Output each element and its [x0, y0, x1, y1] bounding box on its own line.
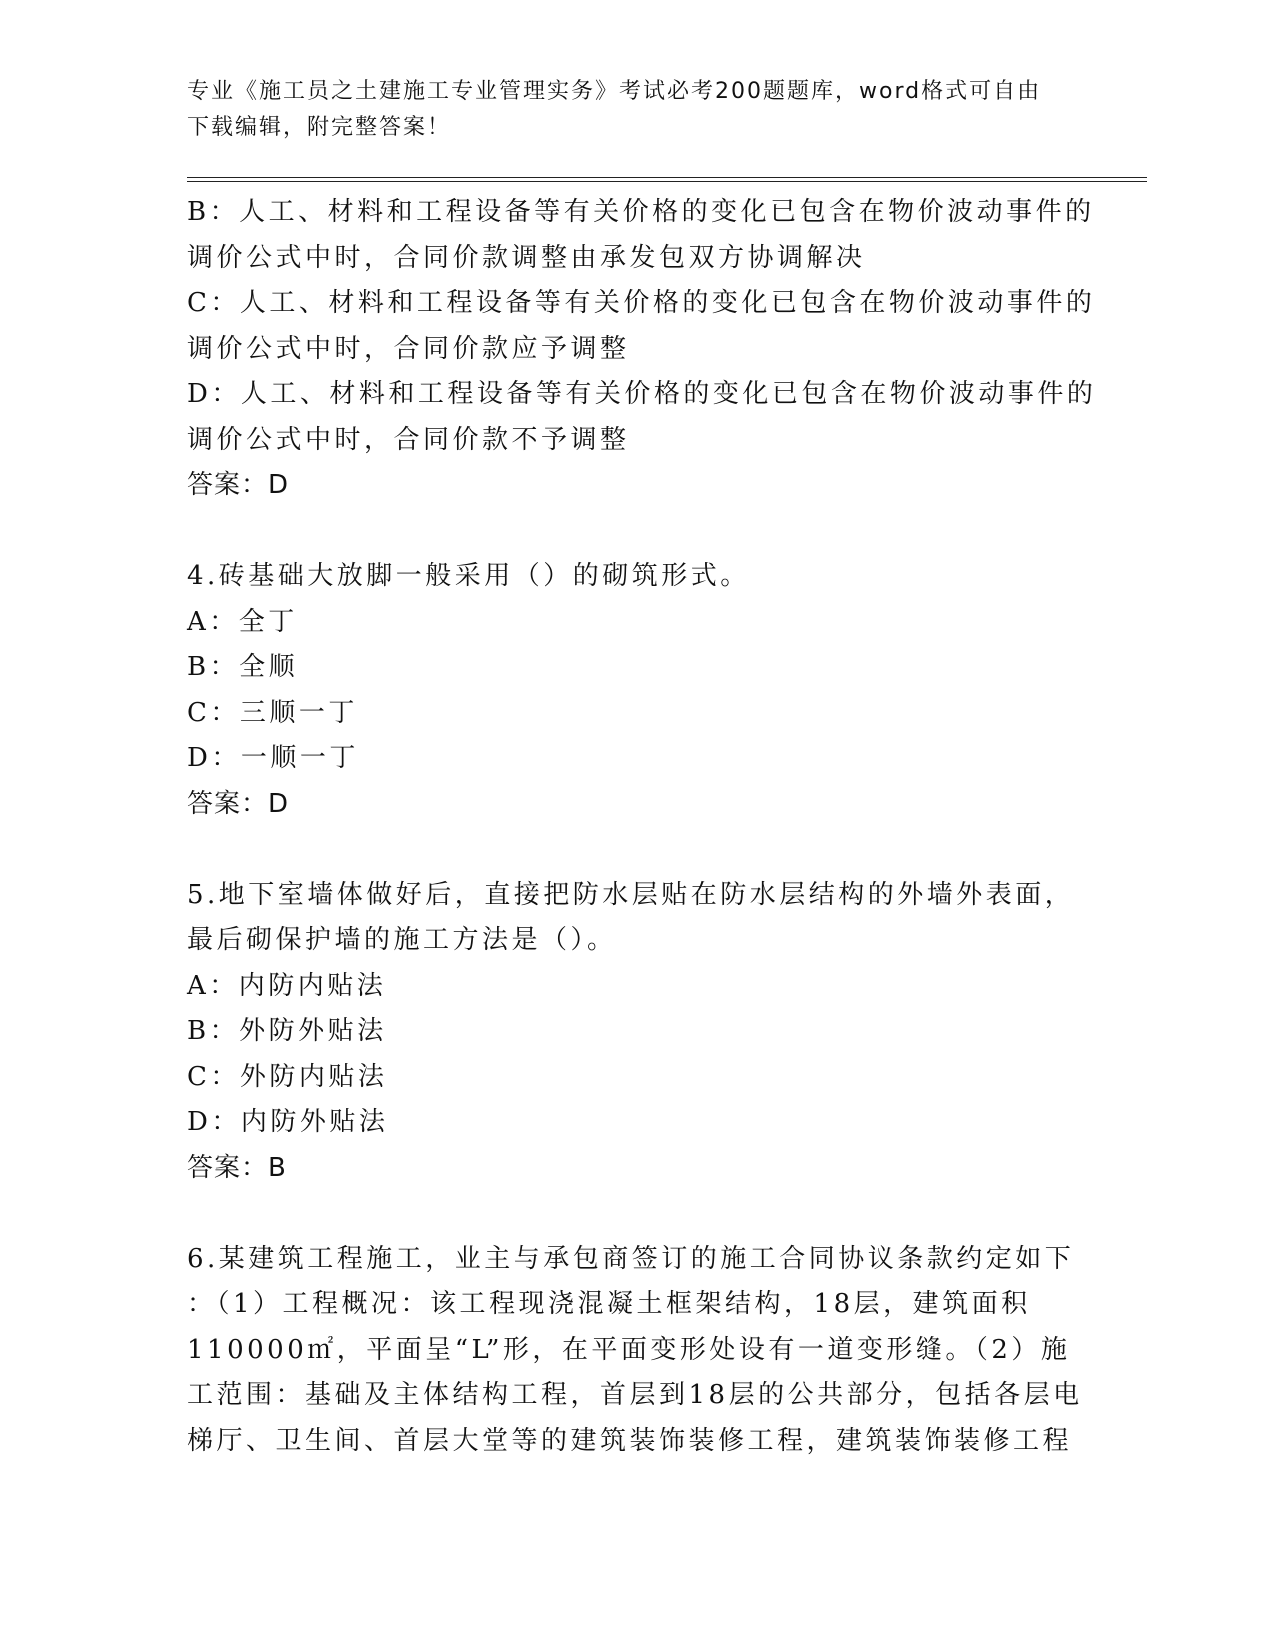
- question-5: [187, 873, 1077, 1192]
- option-b: B：全顺: [187, 652, 299, 682]
- option-c-line-2: 调价公式中时，合同价款应予调整: [187, 333, 630, 364]
- header-divider: [187, 177, 1147, 178]
- document-header: [187, 74, 1067, 146]
- option-d: D：一顺一丁: [187, 743, 359, 773]
- question-stem-line-1: 6.某建筑工程施工，业主与承包商签订的施工合同协议条款约定如下: [187, 1243, 1075, 1274]
- answer: 答案：D: [187, 788, 290, 819]
- option-c: C：外防内贴法: [187, 1061, 388, 1092]
- header-line-2: 下载编辑，附完整答案！: [187, 115, 452, 140]
- option-b-line-1: B：人工、材料和工程设备等有关价格的变化已包含在物价波动事件的: [187, 197, 1095, 227]
- question-3-continued: [187, 190, 1097, 509]
- spacer: [187, 509, 1077, 555]
- question-6: [187, 1237, 1083, 1465]
- header-line-1: 专业《施工员之土建施工专业管理实务》考试必考200题题库，word格式可自由: [187, 79, 1042, 104]
- option-b: B：外防外贴法: [187, 1016, 387, 1046]
- spacer: [187, 1191, 1077, 1237]
- option-d: D：内防外贴法: [187, 1107, 389, 1137]
- question-stem-line-5: 梯厅、卫生间、首层大堂等的建筑装饰装修工程，建筑装饰装修工程: [187, 1425, 1073, 1456]
- option-b-line-2: 调价公式中时，合同价款调整由承发包双方协调解决: [187, 242, 866, 273]
- question-stem-line-3: 110000㎡，平面呈“L”形，在平面变形处设有一道变形缝。（2）施: [187, 1334, 1071, 1365]
- question-stem-line-2: 最后砌保护墙的施工方法是（）。: [187, 925, 617, 955]
- question-list: [187, 190, 1097, 1464]
- question-4: [187, 554, 1077, 827]
- option-a: A：内防内贴法: [187, 970, 387, 1001]
- option-a: A：全丁: [187, 606, 298, 637]
- option-d-line-2: 调价公式中时，合同价款不予调整: [187, 424, 630, 455]
- answer: 答案：D: [187, 470, 290, 500]
- answer: 答案：B: [187, 1152, 287, 1183]
- header-divider-thin: [187, 181, 1147, 182]
- question-stem-line-1: 5.地下室墙体做好后，直接把防水层贴在防水层结构的外墙外表面，: [187, 879, 1075, 910]
- option-c-line-1: C：人工、材料和工程设备等有关价格的变化已包含在物价波动事件的: [187, 288, 1096, 318]
- question-stem-line-4: 工范围：基础及主体结构工程，首层到18层的公共部分，包括各层电: [187, 1380, 1083, 1410]
- question-stem-line-2: ：（1）工程概况：该工程现浇混凝土框架结构，18层，建筑面积: [187, 1289, 1031, 1319]
- option-c: C：三顺一丁: [187, 697, 358, 728]
- option-d-line-1: D：人工、材料和工程设备等有关价格的变化已包含在物价波动事件的: [187, 379, 1097, 409]
- question-stem: 4.砖基础大放脚一般采用（）的砌筑形式。: [187, 561, 750, 591]
- spacer: [187, 827, 1077, 873]
